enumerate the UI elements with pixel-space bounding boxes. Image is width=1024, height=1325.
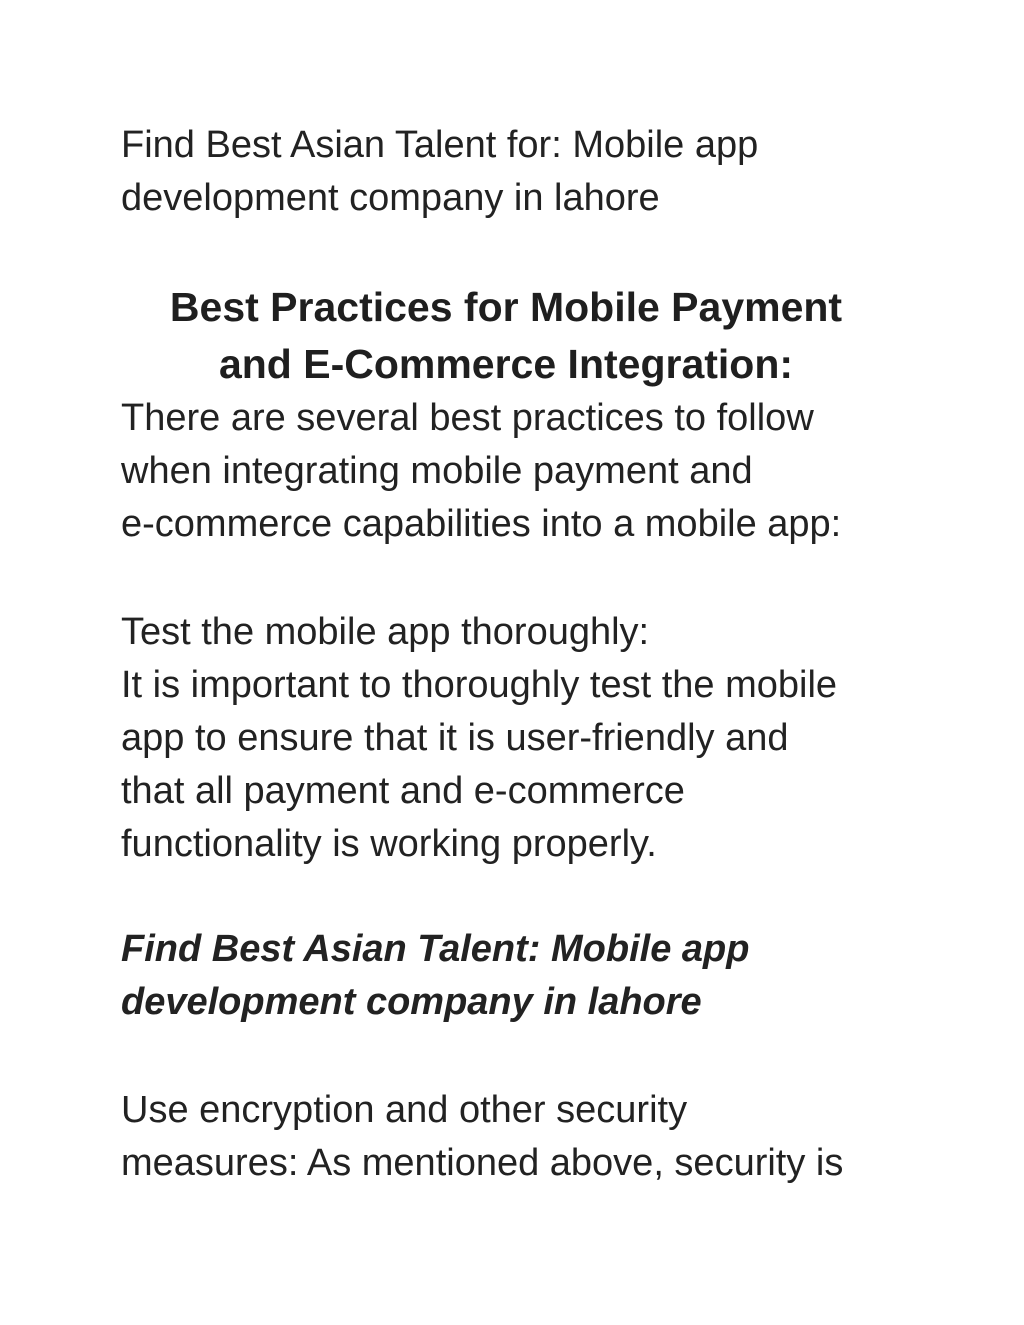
paragraph1-line-2: when integrating mobile payment and: [121, 450, 753, 492]
subheading-test-app: Test the mobile app thoroughly:: [121, 611, 650, 653]
paragraph2-line-2: app to ensure that it is user-friendly and: [121, 717, 789, 759]
paragraph2-line-1: It is important to thoroughly test the mobile: [121, 664, 838, 706]
heading-line-2: and E-Commerce Integration:: [218, 341, 794, 387]
paragraph1-line-3: e-commerce capabilities into a mobile app:: [121, 503, 842, 545]
heading-line-1: Best Practices for Mobile Payment: [169, 284, 843, 330]
paragraph-testing: [121, 659, 837, 871]
intro-text: [121, 119, 758, 225]
paragraph1-line-1: There are several best practices to follow: [121, 397, 814, 439]
promo-line-2: development company in lahore: [121, 981, 702, 1023]
paragraph-security: [121, 1084, 843, 1190]
paragraph3-line-1: Use encryption and other security: [121, 1089, 688, 1131]
promo-line-1: Find Best Asian Talent: Mobile app: [121, 928, 750, 970]
paragraph3-line-2: measures: As mentioned above, security is: [121, 1142, 844, 1184]
paragraph2-line-3: that all payment and e-commerce: [121, 770, 685, 812]
promo-text: [121, 923, 749, 1029]
intro-line-1: Find Best Asian Talent for: Mobile app: [121, 124, 759, 166]
paragraph-intro: [121, 392, 841, 551]
intro-line-2: development company in lahore: [121, 177, 660, 219]
section-heading: [111, 279, 901, 393]
paragraph2-line-4: functionality is working properly.: [121, 823, 657, 865]
